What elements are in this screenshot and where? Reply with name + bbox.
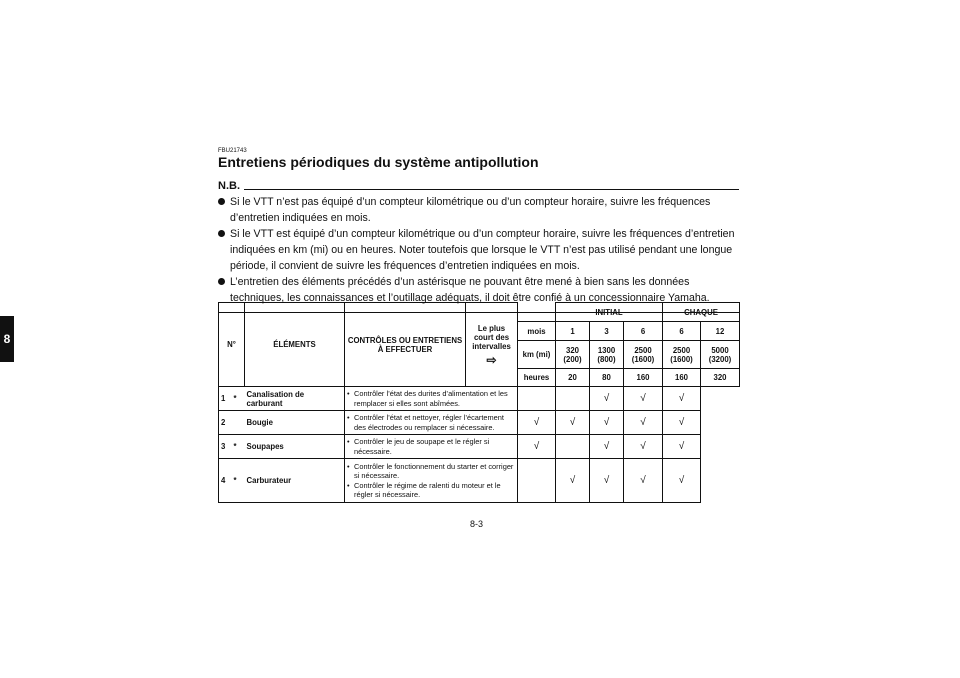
check-cell: √	[624, 435, 663, 459]
page-title: Entretiens périodiques du système antipollution	[218, 154, 539, 170]
maintenance-table	[218, 302, 740, 503]
note-text: L’entretien des éléments précédés d’un astérisque ne pouvant être mené à bien sans les données techniques, les connaissances et l’outillage adéquats, il doit être confié à un concessionnaire Yamaha.	[230, 276, 710, 304]
operation-item: • Contrôler l’état et nettoyer, régler l’écartement des électrodes ou remplacer si nécessaire.	[347, 413, 515, 432]
months-value: 1	[556, 322, 590, 341]
hours-value: 20	[556, 369, 590, 387]
km-value: 2500 (1600)	[663, 341, 701, 369]
note-item	[218, 194, 739, 226]
note-rule	[244, 189, 739, 190]
check-cell: √	[663, 387, 701, 411]
operation-item: • Contrôler le jeu de soupape et le régler si nécessaire.	[347, 437, 515, 456]
asterisk-marker	[232, 411, 245, 435]
hours-value: 160	[624, 369, 663, 387]
note-text: Si le VTT n’est pas équipé d’un compteur kilométrique ou d’un compteur horaire, suivre les fréquences d’entretien indiquées en mois.	[230, 196, 711, 224]
check-cell: √	[518, 435, 556, 459]
row-number: 2	[219, 411, 232, 435]
check-cell: √	[556, 411, 590, 435]
months-value: 3	[590, 322, 624, 341]
check-cell: √	[556, 459, 590, 503]
row-number: 1	[219, 387, 232, 411]
row-number: 4	[219, 459, 232, 503]
row-element: Canalisation de carburant	[245, 387, 345, 411]
operation-item: • Contrôler l’état des durites d’alimentation et les remplacer si elles sont abîmées.	[347, 389, 515, 408]
header-interval	[466, 303, 518, 387]
chapter-tab: 8	[0, 316, 14, 362]
check-cell: √	[590, 435, 624, 459]
check-cell	[556, 387, 590, 411]
header-initial: INITIAL	[556, 303, 663, 322]
check-cell: √	[590, 411, 624, 435]
row-operations	[345, 435, 518, 459]
row-element: Bougie	[245, 411, 345, 435]
hours-value: 160	[663, 369, 701, 387]
check-cell: √	[590, 459, 624, 503]
asterisk-marker: *	[232, 387, 245, 411]
check-cell: √	[663, 435, 701, 459]
operation-item: • Contrôler le régime de ralenti du moteur et le régler si nécessaire.	[347, 481, 515, 500]
bullet-icon	[218, 198, 225, 205]
row-operations	[345, 387, 518, 411]
km-value: 1300 (800)	[590, 341, 624, 369]
check-cell: √	[624, 459, 663, 503]
check-cell	[556, 435, 590, 459]
header-num: N°	[219, 303, 245, 387]
check-cell	[518, 459, 556, 503]
header-every: CHAQUE	[663, 303, 740, 322]
months-value: 12	[701, 322, 740, 341]
interval-label: Le plus court des intervalles	[472, 323, 511, 351]
note-header	[218, 180, 739, 192]
check-cell: √	[624, 411, 663, 435]
header-elements: ÉLÉMENTS	[245, 303, 345, 387]
document-code: FBU21743	[218, 148, 247, 154]
row-element: Soupapes	[245, 435, 345, 459]
row-number: 3	[219, 435, 232, 459]
row-element: Carburateur	[245, 459, 345, 503]
bullet-icon	[218, 278, 225, 285]
check-cell: √	[624, 387, 663, 411]
table-row	[219, 459, 740, 503]
row-operations	[345, 459, 518, 503]
note-text: Si le VTT est équipé d’un compteur kilométrique ou d’un compteur horaire, suivre les fréquences d’entretien indiquées en km (mi) ou en heures. Noter toutefois que lorsque le VTT n’est pas utilisé pendant une longue période, il convient de suivre les fréquences d’entretien indiquées en mois.	[230, 228, 735, 272]
km-value: 5000 (3200)	[701, 341, 740, 369]
check-cell: √	[663, 459, 701, 503]
header-operations: CONTRÔLES OU ENTRETIENS À EFFECTUER	[345, 303, 466, 387]
table-row	[219, 411, 740, 435]
operation-item: • Contrôler le fonctionnement du starter et corriger si nécessaire.	[347, 462, 515, 481]
hours-value: 320	[701, 369, 740, 387]
km-value: 2500 (1600)	[624, 341, 663, 369]
right-arrow-icon: ⇨	[486, 352, 497, 367]
note-block	[218, 180, 739, 313]
unit-months: mois	[518, 322, 556, 341]
hours-value: 80	[590, 369, 624, 387]
table-row	[219, 387, 740, 411]
km-value: 320 (200)	[556, 341, 590, 369]
unit-hours: heures	[518, 369, 556, 387]
months-value: 6	[624, 322, 663, 341]
asterisk-marker: *	[232, 435, 245, 459]
asterisk-marker: *	[232, 459, 245, 503]
row-operations	[345, 411, 518, 435]
bullet-icon	[218, 230, 225, 237]
months-value: 6	[663, 322, 701, 341]
page-number: 8-3	[470, 519, 484, 529]
note-label: N.B.	[218, 180, 240, 192]
check-cell: √	[518, 411, 556, 435]
note-list	[218, 194, 739, 306]
table-row	[219, 435, 740, 459]
check-cell	[518, 387, 556, 411]
note-item	[218, 226, 739, 274]
check-cell: √	[590, 387, 624, 411]
check-cell: √	[663, 411, 701, 435]
unit-km: km (mi)	[518, 341, 556, 369]
